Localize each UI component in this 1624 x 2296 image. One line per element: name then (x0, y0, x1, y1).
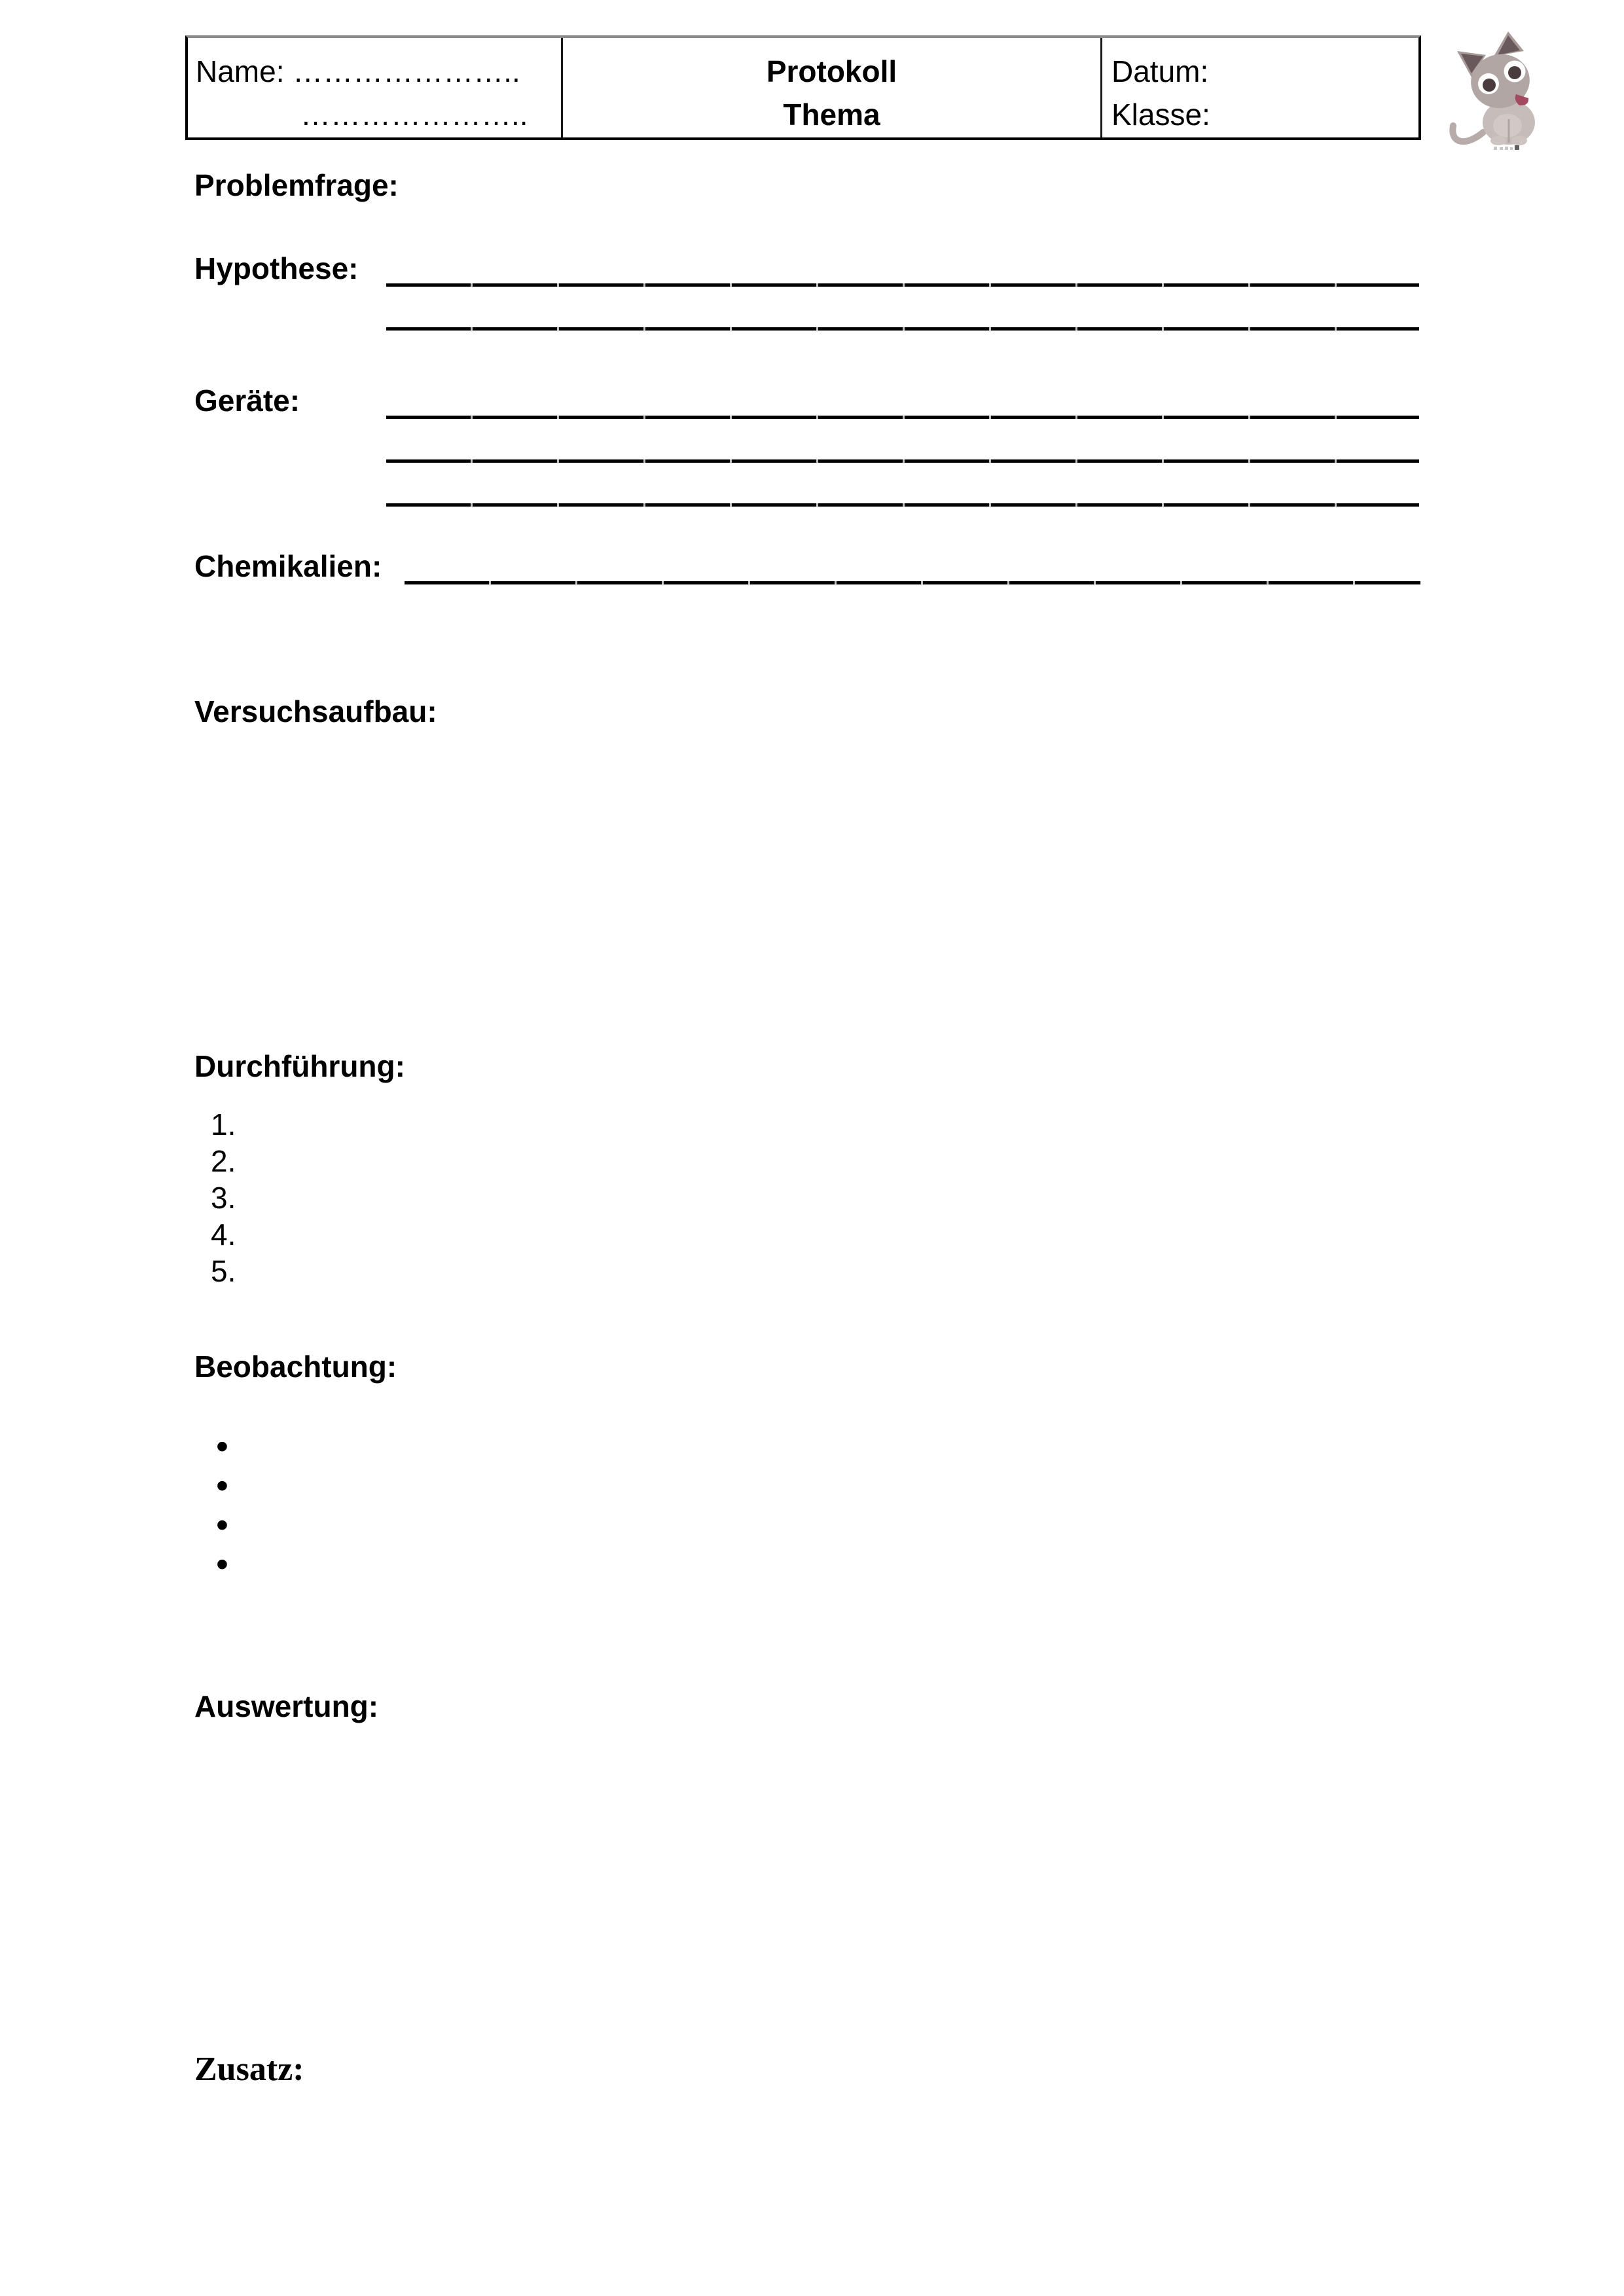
header-table (185, 35, 1421, 140)
step-number-3: 3. (211, 1181, 236, 1215)
bullet-point-2: • (216, 1466, 228, 1505)
kitten-clipart-icon (1447, 27, 1545, 158)
section-label-chemikalien: Chemikalien: (194, 549, 382, 583)
bullet-point-4: • (216, 1545, 228, 1584)
date-class-cell (1102, 38, 1418, 137)
hypothese-blank-line-1[interactable] (386, 283, 1419, 287)
bullet-point-1: • (216, 1427, 228, 1466)
step-number-5: 5. (211, 1254, 236, 1288)
geraete-blank-line-3[interactable] (386, 503, 1419, 507)
chemikalien-blank-line[interactable] (405, 581, 1420, 584)
name-cell (188, 38, 563, 137)
hypothese-blank-line-2[interactable] (386, 327, 1419, 331)
durchfuehrung-step-list (211, 1106, 236, 1289)
cat-tail (1453, 126, 1483, 141)
document-title: Protokoll (766, 54, 897, 88)
step-number-4: 4. (211, 1217, 236, 1251)
section-label-problemfrage: Problemfrage: (194, 168, 399, 202)
geraete-blank-line-1[interactable] (386, 416, 1419, 419)
section-label-durchfuehrung: Durchführung: (194, 1049, 405, 1083)
watermark-marks (1494, 145, 1519, 150)
section-label-versuchsaufbau: Versuchsaufbau: (194, 694, 437, 728)
date-label: Datum: (1111, 54, 1209, 88)
step-number-2: 2. (211, 1144, 236, 1178)
title-cell (563, 38, 1102, 137)
geraete-blank-line-2[interactable] (386, 459, 1419, 463)
document-subtitle: Thema (783, 98, 880, 132)
name-fill-in-line-2[interactable]: ………………….. (300, 98, 528, 132)
section-label-beobachtung: Beobachtung: (194, 1350, 397, 1384)
section-label-hypothese: Hypothese: (194, 251, 359, 285)
section-label-zusatz: Zusatz: (194, 2051, 304, 2088)
section-label-geraete: Geräte: (194, 384, 300, 418)
section-label-auswertung: Auswertung: (194, 1689, 379, 1723)
name-fill-in-line-1[interactable]: Name: ………………….. (196, 54, 520, 88)
bullet-point-3: • (216, 1505, 228, 1545)
step-number-1: 1. (211, 1107, 236, 1141)
class-label: Klasse: (1111, 98, 1210, 132)
beobachtung-bullet-list (216, 1427, 228, 1584)
